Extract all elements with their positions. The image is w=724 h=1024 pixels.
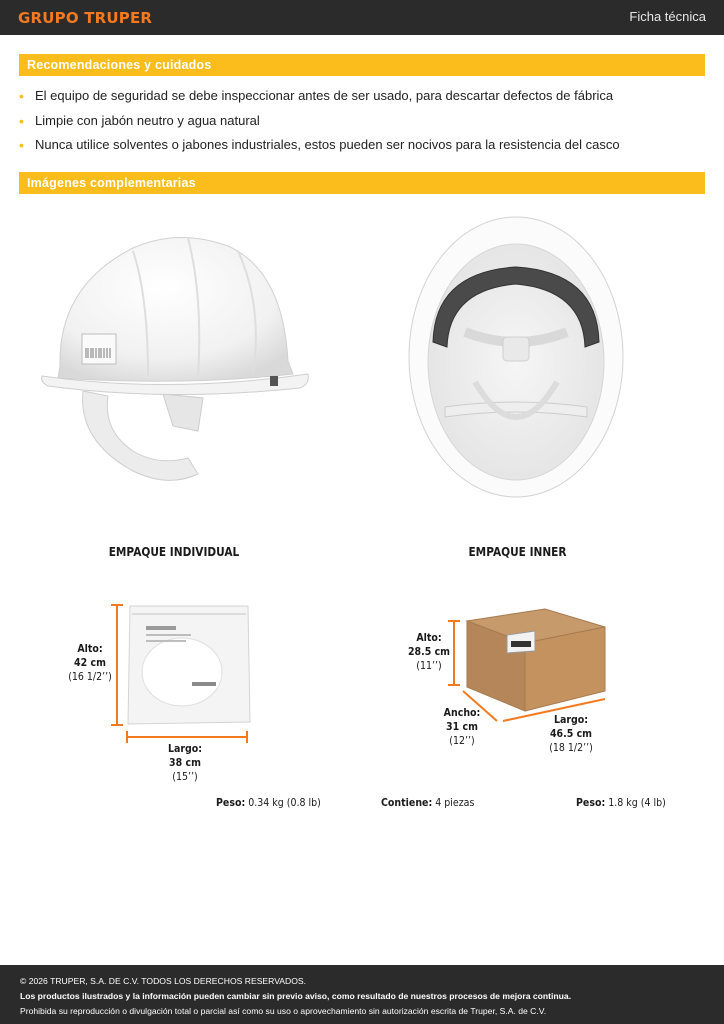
inner-largo-dimension [541, 713, 600, 755]
inner-weight [576, 797, 666, 809]
list-item: • El equipo de seguridad se debe inspeccionar antes de ser usado, para descartar defectos de fábrica [19, 86, 705, 111]
document-type: Ficha técnica [629, 9, 706, 24]
footer-prohibition: Prohibida su reproducción o divulgación total o parcial así como su uso o aprovechamiento sin autorización escrita de Truper, S.A. de C.V. [20, 1006, 547, 1016]
helmet-bottom-image [405, 212, 627, 502]
spec-label: Contiene: [381, 797, 433, 809]
footer-notice: Los productos ilustrados y la información pueden cambiar sin previo aviso, como resultado de nuestros procesos de mejora continua. [20, 991, 572, 1001]
spec-value: 4 piezas [435, 797, 475, 809]
top-bar [0, 0, 724, 35]
list-item: • Nunca utilice solventes o jabones industriales, estos pueden ser nocivos para la resistencia del casco [19, 135, 705, 160]
dimension-imperial: (11’’) [416, 660, 442, 672]
section-header-images: Imágenes complementarias [19, 172, 705, 194]
dimension-imperial: (12’’) [449, 735, 475, 747]
spec-value: 0.34 kg (0.8 lb) [248, 797, 321, 809]
footer-copyright: © 2026 TRUPER, S.A. DE C.V. TODOS LOS DERECHOS RESERVADOS. [20, 976, 307, 986]
dimension-label: Largo: [167, 743, 203, 755]
inner-contents [381, 797, 474, 809]
spec-label: Peso: [216, 797, 246, 809]
dimension-imperial: (16 1/2’’) [68, 671, 112, 683]
individual-weight [216, 797, 321, 809]
individual-alto-dimension [63, 642, 117, 684]
dimension-imperial: (15’’) [172, 771, 198, 783]
recommendations-list [19, 86, 705, 160]
packaging-inner-title: EMPAQUE INNER [468, 545, 567, 559]
spec-label: Peso: [576, 797, 606, 809]
brand-logo: GRUPO TRUPER [18, 9, 153, 27]
inner-alto-dimension [401, 631, 457, 673]
dimension-label: Largo: [553, 714, 589, 726]
dimension-metric: 42 cm [74, 657, 106, 669]
dimension-metric: 31 cm [446, 721, 478, 733]
dimension-metric: 28.5 cm [407, 646, 451, 658]
dimension-label: Ancho: [443, 707, 481, 719]
spec-value: 1.8 kg (4 lb) [608, 797, 666, 809]
section-header-recommendations: Recomendaciones y cuidados [19, 54, 705, 76]
individual-largo-dimension [158, 742, 212, 784]
dimension-metric: 46.5 cm [549, 728, 593, 740]
inner-ancho-dimension [435, 706, 489, 748]
footer [0, 965, 724, 1024]
packaging-individual-title: EMPAQUE INDIVIDUAL [108, 545, 240, 559]
dimension-imperial: (18 1/2’’) [549, 742, 593, 754]
dimension-metric: 38 cm [169, 757, 201, 769]
list-item: • Limpie con jabón neutro y agua natural [19, 111, 705, 136]
helmet-side-image [38, 226, 313, 488]
individual-package-image [110, 600, 255, 745]
dimension-label: Alto: [416, 632, 442, 644]
dimension-label: Alto: [77, 643, 103, 655]
